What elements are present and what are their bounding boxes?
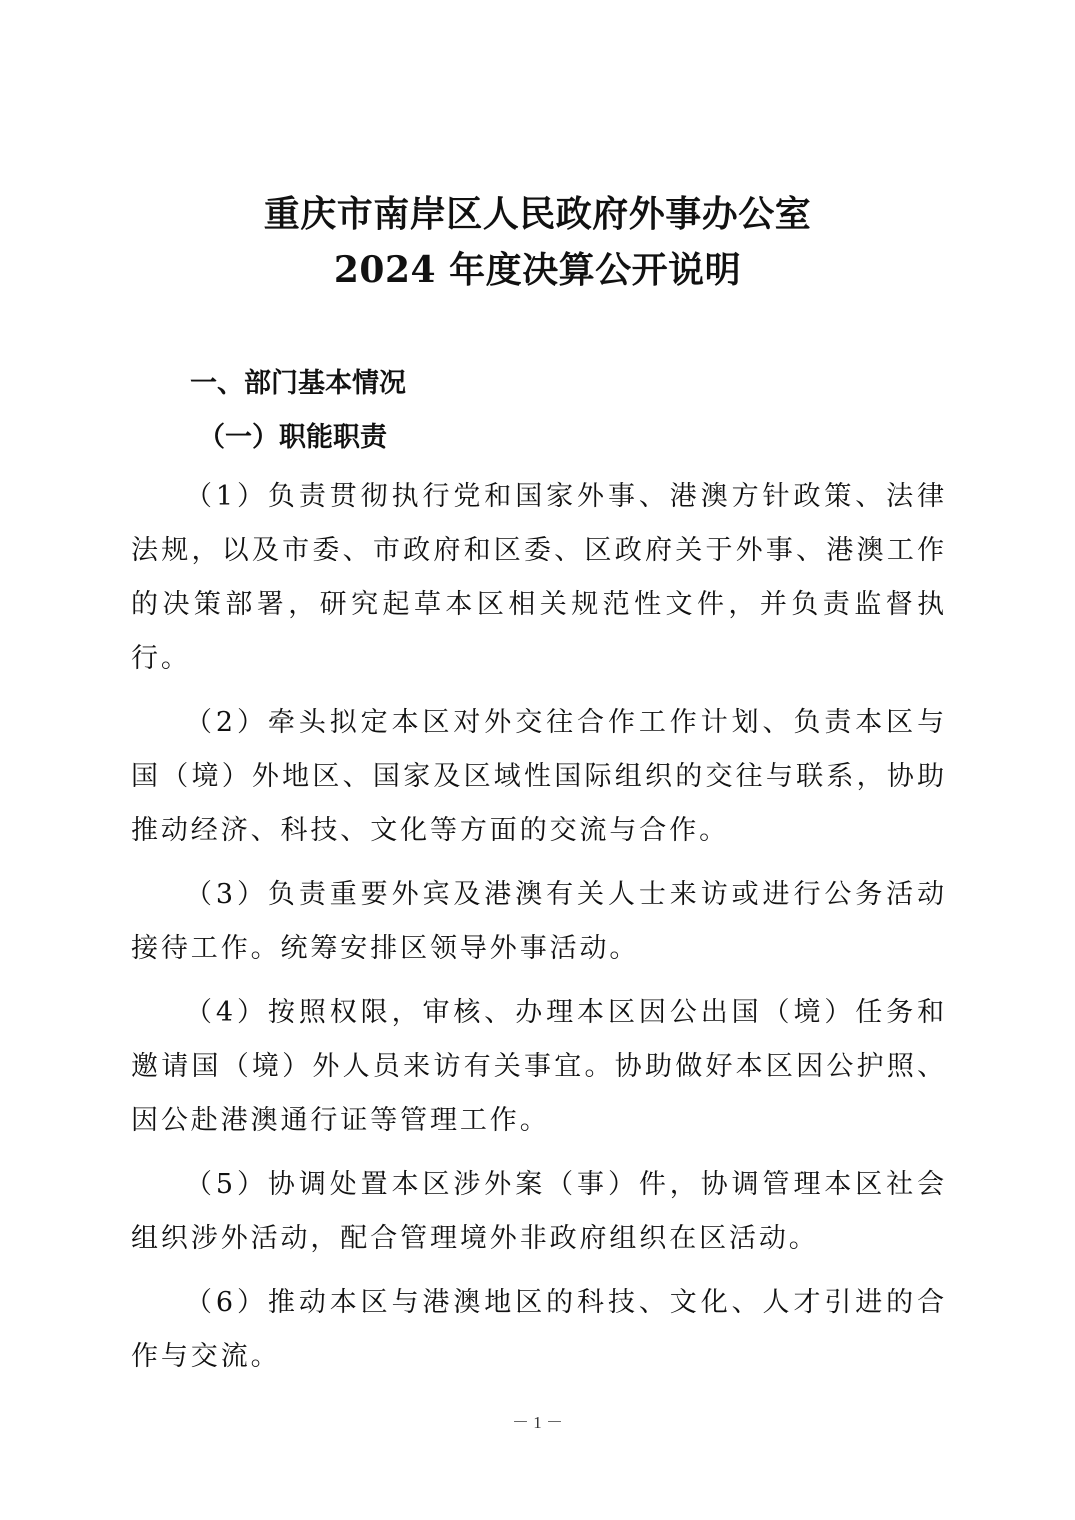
title-line-1: 重庆市南岸区人民政府外事办公室: [263, 193, 812, 235]
paragraph-2: （2）牵头拟定本区对外交往合作工作计划、负责本区与国（境）外地区、国家及区域性国际组织的交往与联系，协助推动经济、科技、文化等方面的交流与合作。: [131, 707, 947, 846]
title-line-2: 2024 年度决算公开说明: [333, 249, 742, 291]
paragraph-6: （6）推动本区与港澳地区的科技、文化、人才引进的合作与交流。: [131, 1287, 947, 1372]
page-number: － 1 －: [512, 1413, 563, 1432]
body-text: [131, 470, 947, 1394]
paragraph-3: （3）负责重要外宾及港澳有关人士来访或进行公务活动接待工作。统筹安排区领导外事活动。: [131, 879, 947, 964]
paragraph-5: （5）协调处置本区涉外案（事）件，协调管理本区社会组织涉外活动，配合管理境外非政府组织在区活动。: [131, 1169, 947, 1254]
paragraph-4: （4）按照权限，审核、办理本区因公出国（境）任务和邀请国（境）外人员来访有关事宜。协助做好本区因公护照、因公赴港澳通行证等管理工作。: [131, 997, 947, 1136]
paragraph-1: （1）负责贯彻执行党和国家外事、港澳方针政策、法律法规，以及市委、市政府和区委、区政府关于外事、港澳工作的决策部署，研究起草本区相关规范性文件，并负责监督执行。: [131, 481, 947, 674]
document-title: [0, 186, 1075, 298]
sub-heading: （一）职能职责: [198, 422, 387, 453]
section-heading: 一、部门基本情况: [190, 368, 406, 399]
